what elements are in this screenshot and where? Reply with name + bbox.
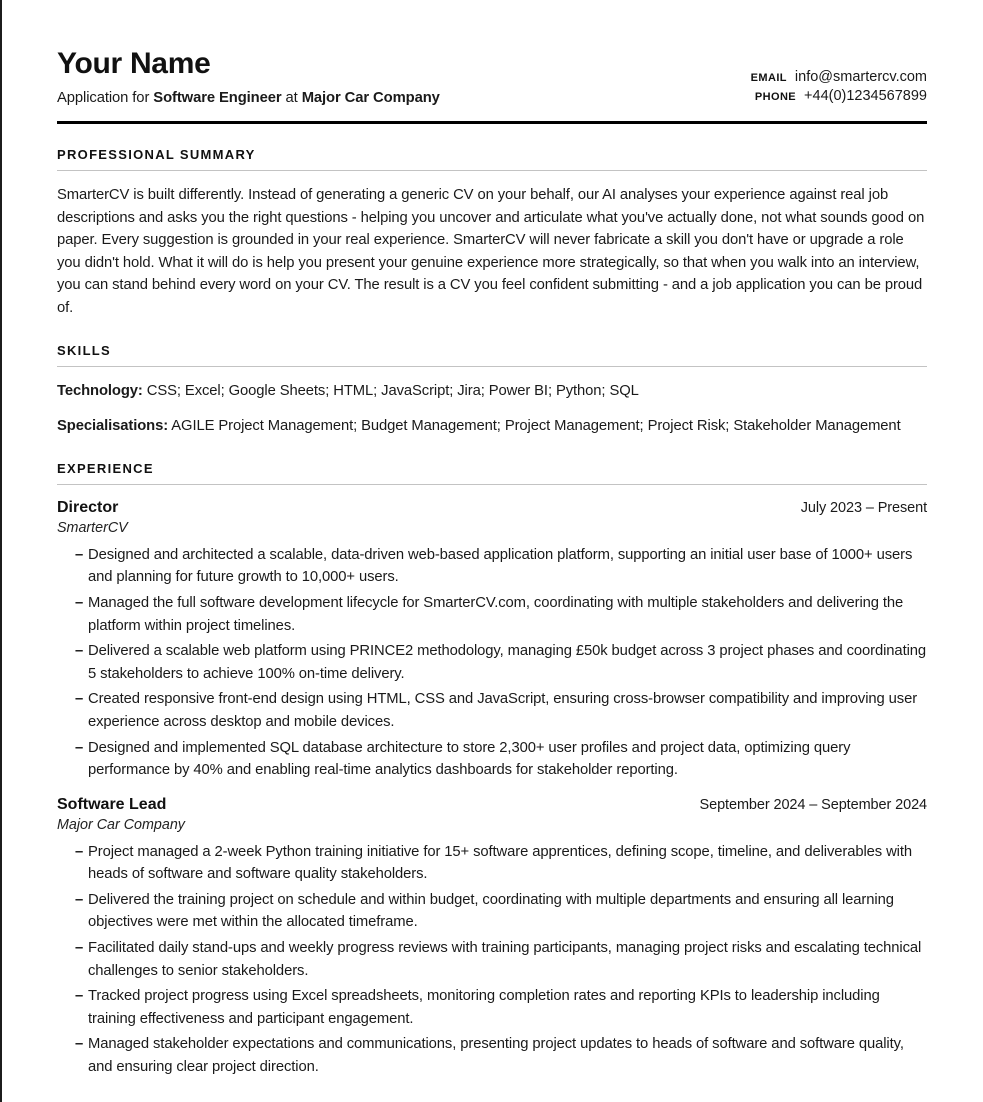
skills-technology-label: Technology: (57, 382, 143, 399)
bullet-text: Tracked project progress using Excel spreadsheets, monitoring completion rates and reporting KPIs to leadership including training effectiveness and participant engagement. (88, 988, 880, 1027)
bullet-dash-icon: – (75, 940, 84, 957)
bullet-dash-icon: – (75, 643, 84, 660)
bullet-dash-icon: – (75, 1036, 84, 1053)
bullet-text: Managed the full software development lifecycle for SmarterCV.com, coordinating with multiple stakeholders and delivering the platform within project timelines. (88, 594, 904, 634)
bullet-text: Managed stakeholder expectations and communications, presenting project updates to heads of software and software quality, and ensuring clear project direction. (88, 1036, 904, 1076)
skills-technology-value: CSS; Excel; Google Sheets; HTML; JavaScript; Jira; Power BI; Python; SQL (146, 382, 639, 399)
job-bullet (75, 640, 927, 685)
job-bullet (75, 889, 927, 934)
bullet-dash-icon: – (75, 546, 84, 563)
job-dates: July 2023 – Present (800, 499, 927, 516)
job-bullet (75, 841, 927, 886)
skills-specialisations-label: Specialisations: (57, 418, 169, 435)
skills-row-technology (57, 380, 927, 403)
bullet-dash-icon: – (75, 594, 84, 611)
phone-label: PHONE (754, 91, 797, 103)
email-value: info@smartercv.com (794, 69, 927, 85)
bullet-dash-icon: – (75, 691, 84, 708)
job-header (57, 499, 927, 517)
bullet-text: Facilitated daily stand-ups and weekly progress reviews with training participants, managing project risks and escalating technical challenges to senior stakeholders. (88, 940, 922, 979)
section-professional-summary (57, 147, 927, 320)
skills-section-title: SKILLS (57, 343, 927, 367)
contact-block (751, 68, 927, 106)
job-bullet (75, 937, 927, 982)
cv-header (57, 47, 927, 106)
section-experience (57, 461, 927, 1079)
bullet-dash-icon: – (75, 739, 84, 756)
application-company: Major Car Company (301, 90, 440, 106)
email-label: EMAIL (750, 72, 787, 84)
job-company: SmarterCV (57, 519, 128, 536)
phone-value: +44(0)1234567899 (804, 88, 927, 104)
application-job-title: Software Engineer (153, 90, 282, 106)
section-skills (57, 343, 927, 438)
skills-row-specialisations (57, 415, 927, 438)
candidate-name: Your Name (57, 47, 211, 80)
header-divider (57, 121, 927, 124)
job-bullet (75, 737, 927, 782)
job-bullet-list (57, 841, 927, 1079)
bullet-text: Project managed a 2-week Python training initiative for 15+ software apprentices, defining scope, timeline, and deliverables with heads of software and software quality stakeholders. (88, 843, 913, 883)
skills-specialisations-value: AGILE Project Management; Budget Management; Project Management; Project Risk; Stakeholder Management (171, 418, 901, 435)
job-bullet (75, 688, 927, 733)
header-identity (57, 47, 440, 106)
bullet-text: Designed and implemented SQL database architecture to store 2,300+ user profiles and project data, optimizing query performance by 40% and enabling real-time analytics dashboards for stakeholder reporting. (88, 739, 851, 779)
application-prefix: Application for (57, 90, 150, 106)
job-header (57, 796, 927, 814)
bullet-dash-icon: – (75, 843, 84, 860)
job-software-lead (57, 796, 927, 1079)
bullet-text: Designed and architected a scalable, data-driven web-based application platform, supporting an initial user base of 1000+ users and planning for future growth to 10,000+ users. (88, 546, 913, 586)
bullet-dash-icon: – (75, 988, 84, 1005)
application-at: at (285, 90, 298, 106)
job-bullet (75, 985, 927, 1030)
job-bullet-list (57, 544, 927, 782)
bullet-text: Delivered a scalable web platform using PRINCE2 methodology, managing £50k budget across 3 project phases and coordinating 5 stakeholders to achieve 100% on-time delivery. (88, 643, 927, 682)
summary-section-title: PROFESSIONAL SUMMARY (57, 147, 927, 171)
job-director (57, 499, 927, 782)
job-title: Software Lead (57, 795, 167, 813)
job-bullet (75, 544, 927, 589)
application-line (57, 90, 440, 106)
summary-body: SmarterCV is built differently. Instead of generating a generic CV on your behalf, our AI analyses your experience against real job descriptions and asks you the right questions - helping you uncover and articulate what you've actually done, not what sounds good on paper. Every suggestion is grounded in your real experience. SmarterCV will never fabricate a skill you don't have or upgrade a role you didn't hold. What it will do is help you present your genuine experience more strategically, so that when you walk into an interview, you can stand behind every word on your CV. The result is a CV you feel confident submitting - and a job application you can be proud of. (57, 187, 925, 316)
job-company: Major Car Company (57, 816, 185, 833)
job-title: Director (57, 498, 119, 516)
bullet-text: Delivered the training project on schedule and within budget, coordinating with multiple departments and ensuring all learning objectives were met within the allocated timeframe. (88, 891, 894, 931)
job-bullet (75, 1033, 927, 1078)
bullet-text: Created responsive front-end design using HTML, CSS and JavaScript, ensuring cross-browser compatibility and improving user experience across desktop and mobile devices. (88, 691, 918, 730)
contact-row-email (751, 68, 927, 87)
bullet-dash-icon: – (75, 891, 84, 908)
experience-section-title: EXPERIENCE (57, 461, 927, 485)
job-dates: September 2024 – September 2024 (699, 796, 927, 813)
job-bullet (75, 592, 927, 637)
contact-row-phone (751, 87, 927, 106)
